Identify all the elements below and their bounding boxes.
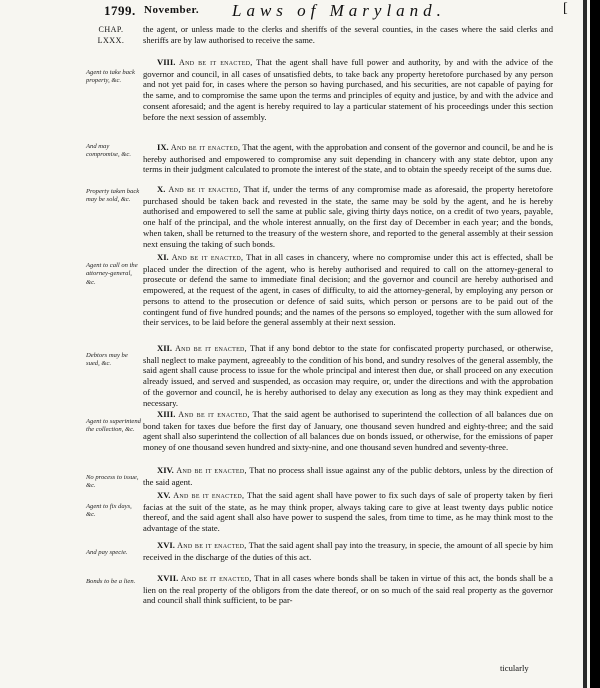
section-xvi: [143, 540, 553, 562]
section-number: XVII.: [157, 573, 179, 583]
section-text: That if, under the terms of any compromise made as aforesaid, the property heretofore purchased should be taken back and revested in the state, the same may be sold by the agent, and he is hereby authorised and empowered to sell the same at public sale, giving thirty days notice, on a credit of two years, payable, one half of the principal, and the whole interest annually, on the first day of December in each year; and the bonds, when taken, shall be returned to the treasury of the western shore, and reported to the general assembly at their session next ensuing the taking of such bonds.: [143, 184, 553, 249]
section-xiii: [143, 409, 553, 453]
enacting-clause: And be it enacted,: [175, 344, 247, 353]
section-number: XV.: [157, 490, 171, 500]
page-gutter: [583, 0, 587, 688]
scan-border: [590, 0, 600, 688]
section-number: IX.: [157, 142, 169, 152]
section-text: That the said agent be authorised to superintend the collection of all balances due on bond taken for taxes due before the first day of January, one thousand seven hundred and eighty-three; and the said agent shall also superintend the collection of all balances due on bonds issued, or otherwise, for the emissions of paper money of one thousand seven hundred and sixty-nine, and one thousand seven hundred and seventy-three.: [143, 409, 554, 453]
enacting-clause: And be it enacted,: [179, 58, 253, 67]
section-ix: [143, 142, 553, 175]
section-text: That in all cases in chancery, where no compromise under this act is effected, shall be placed under the direction of the agent, who is hereby authorised and required to call on the attorney-general to prosecute or defend the same to immediate final decision; and the governor and council are hereby authorised and empowered, at the request of the agent, in cases of difficulty, to aid the attorney-general, by employing any person or persons to attend to the prosecution or defence of said suits, which person or persons are to be paid out of the contingent fund of five hundred pounds; and the names of the persons so employed, together with the sum allowed for their services, to be laid before the general assembly at their next session.: [143, 252, 554, 328]
margin-note-xi: Agent to call on the attorney-general, &c.: [86, 262, 138, 286]
section-text: That the said agent shall pay into the treasury, in specie, the amount of all specie by him received in the discharge of the duties of this act.: [143, 540, 554, 562]
running-title: Laws of Maryland.: [232, 1, 446, 20]
catchword: ticularly: [500, 663, 529, 673]
enacting-clause: And be it enacted,: [177, 541, 247, 550]
page-edge-mark: [: [563, 1, 568, 16]
margin-note-xvi: And pay specie.: [86, 549, 128, 556]
enacting-clause: And be it enacted,: [173, 491, 245, 500]
section-xiv: [143, 465, 553, 487]
section-xvii: [143, 573, 553, 606]
margin-note-xvii: Bonds to be a lien.: [86, 578, 136, 585]
chapter-heading: [88, 24, 134, 46]
section-text: That the said agent shall have power to fix such days of sale of property taken by fieri facias at the suit of the state, as he may think proper, always taking care to give at least twenty days public notice thereof, and the said agent shall also have power to suspend the sales, from time to time, as he may think most to the advantage of the state.: [143, 490, 554, 534]
margin-note-xv: Agent to fix days, &c.: [86, 503, 132, 519]
section-number: VIII.: [157, 57, 176, 67]
section-text: That the agent shall have full power and authority, by and with the advice of the governor and council, in all cases of unsatisfied debts, to take back any property heretofore purchased by any person and not yet paid for, in cases where the person so having purchased, and his securities, are not capable of paying for the same, and to compromise the same upon the terms and principles of equity and justice, by and with the advice and consent aforesaid; and the agent is hereby required to lay a particular statement of his proceedings under this section before the next session of assembly.: [143, 57, 553, 122]
section-text: the agent, or unless made to the clerks and sheriffs of the several counties, in the cases where the said clerks and sheriffs are by law authorised to receive the same.: [143, 24, 553, 45]
section-text: That no process shall issue against any of the public debtors, unless by the direction of the said agent.: [143, 465, 553, 487]
section-number: X.: [157, 184, 166, 194]
section-number: XIII.: [157, 409, 176, 419]
enacting-clause: And be it enacted,: [170, 143, 241, 152]
margin-note-xiv: No process to issue, &c.: [86, 474, 139, 490]
margin-note-x: Property taken back may be sold, &c.: [86, 188, 140, 204]
margin-note-xiii: Agent to superintend the collection, &c.: [86, 418, 141, 434]
section-text: That if any bond debtor to the state for confiscated property purchased, or otherwise, shall neglect to make payment, agreeably to the condition of his bond, and sundry resolves of the general assembly, the said agent shall cause process to issue for the whole principal and interest then due, or shall proceed on any execution already issued, and served and suspended, as occasion may require, or, under the directions and with the approbation of the governor and council, he is hereby authorised to delay any execution as long as they may think expedient and necessary.: [143, 343, 554, 408]
section-text: That the agent, with the approbation and consent of the governor and council, be and he is hereby authorised and empowered to compromise any suit depending in chancery with any state debtor, upon any terms in their judgment calculated to promote the interest of the state, and to obtain the speedy receipt of the sums due.: [143, 142, 554, 175]
enacting-clause: And be it enacted,: [171, 253, 244, 262]
enacting-clause: And be it enacted,: [180, 574, 252, 583]
section-xii: [143, 343, 553, 408]
section-continuation: [143, 24, 553, 45]
margin-note-xii: Debtors may be sued, &c.: [86, 352, 128, 368]
section-x: [143, 184, 553, 249]
chapter-number: LXXX.: [97, 36, 125, 45]
page-month: November.: [144, 4, 200, 16]
section-number: XII.: [157, 343, 173, 353]
page-year: 1799.: [104, 3, 136, 18]
section-number: XIV.: [157, 465, 174, 475]
margin-note-viii: Agent to take back property, &c.: [86, 69, 135, 85]
section-xv: [143, 490, 553, 534]
section-viii: [143, 57, 553, 122]
section-number: XVI.: [157, 540, 175, 550]
margin-note-ix: And may compromise, &c.: [86, 143, 131, 159]
enacting-clause: And be it enacted,: [168, 185, 241, 194]
section-text: That in all cases where bonds shall be taken in virtue of this act, the bonds shall be a lien on the real property of the obligors from the date thereof, or on so much of the said real property as the governor and council shall think sufficient, to be par-: [143, 573, 554, 606]
enacting-clause: And be it enacted,: [176, 466, 247, 475]
section-xi: [143, 252, 553, 328]
section-number: XI.: [157, 252, 169, 262]
enacting-clause: And be it enacted,: [178, 410, 250, 419]
chapter-label: CHAP.: [98, 25, 124, 34]
